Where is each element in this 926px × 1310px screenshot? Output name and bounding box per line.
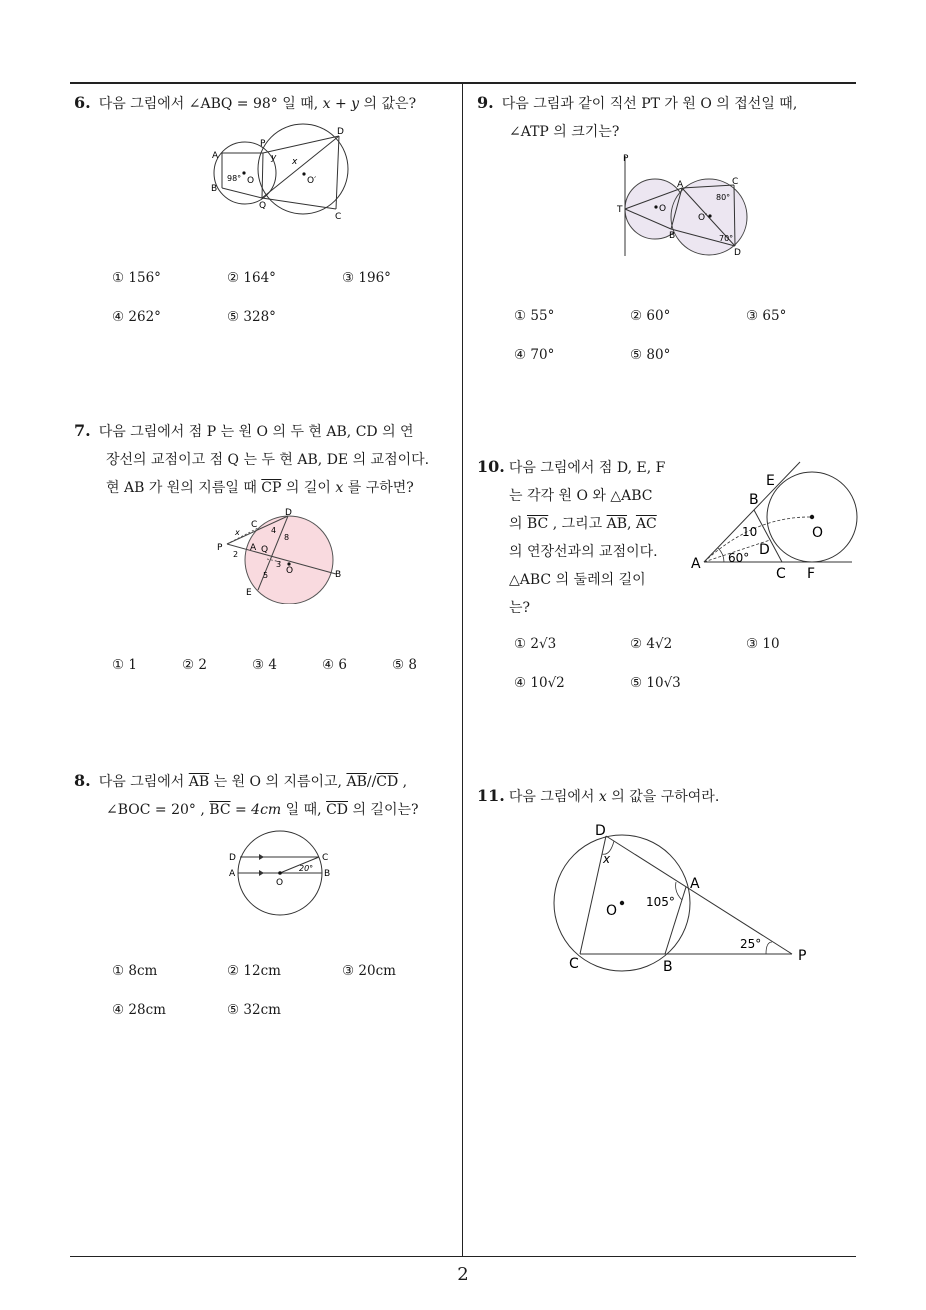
label-b: B xyxy=(663,959,673,975)
label-c: C xyxy=(335,212,342,222)
question-text-line-3: 의 xyxy=(509,516,527,532)
label-p: P xyxy=(217,543,223,553)
label-o: O xyxy=(286,566,294,576)
question-6 xyxy=(74,89,416,118)
q8-figure xyxy=(226,830,336,920)
option-1[interactable]: ① 55° xyxy=(514,308,555,324)
question-number: 11. xyxy=(477,786,505,805)
label-c: C xyxy=(732,177,739,187)
question-text-end: , xyxy=(398,774,408,790)
question-number: 10. xyxy=(477,457,505,476)
q11-figure xyxy=(548,818,818,978)
angle-p-arc xyxy=(766,942,772,954)
question-text-end: 를 구하면? xyxy=(343,480,414,496)
label-a: A xyxy=(229,869,236,879)
equals-sign: = xyxy=(230,802,252,818)
option-1[interactable]: ① 8cm xyxy=(112,963,158,979)
angle-arc xyxy=(718,548,724,562)
center-o xyxy=(810,515,814,519)
dashed-arc xyxy=(704,517,812,562)
label-d: D xyxy=(595,823,606,839)
question-7 xyxy=(74,417,429,502)
arc-length: 4cm xyxy=(251,802,282,818)
label-x: x xyxy=(603,852,611,866)
question-text: 다음 그림에서 xyxy=(508,789,599,805)
chord-pq xyxy=(262,153,263,198)
question-text-line-1: 다음 그림에서 점 D, E, F xyxy=(508,460,666,476)
segment-cp: $\overline{CP}$ xyxy=(261,480,282,496)
label-two: 2 xyxy=(233,550,239,559)
question-10 xyxy=(477,453,665,622)
question-9 xyxy=(477,89,797,146)
label-b: B xyxy=(324,869,331,879)
option-2[interactable]: ② 60° xyxy=(630,308,671,324)
option-2[interactable]: ② 12cm xyxy=(227,963,281,979)
option-4[interactable]: ④ 28cm xyxy=(112,1002,166,1018)
question-text-mid: 의 길이 xyxy=(281,480,336,496)
option-1[interactable]: ① 2√3 xyxy=(514,636,557,652)
label-o: O xyxy=(812,525,824,541)
center-o xyxy=(620,901,624,905)
segment-ab: $\overline{AB}$ xyxy=(606,516,628,532)
option-5[interactable]: ⑤ 32cm xyxy=(227,1002,281,1018)
question-text-line-2: ∠BOC = 20° , xyxy=(106,802,210,818)
q7-figure xyxy=(214,504,354,604)
label-p: P xyxy=(260,139,266,149)
label-angle: 98° xyxy=(227,174,242,183)
option-1[interactable]: ① 156° xyxy=(112,270,161,286)
label-d: D xyxy=(734,248,741,258)
label-o-prime: O′ xyxy=(307,176,317,186)
label-o: O xyxy=(247,176,255,186)
center-o-prime xyxy=(302,172,305,175)
q9-figure xyxy=(612,150,757,260)
label-three: 3 xyxy=(276,560,282,569)
parallel-sign: // xyxy=(366,774,377,790)
label-angle: 60° xyxy=(728,551,750,565)
label-c: C xyxy=(322,853,329,863)
label-y: y xyxy=(271,153,277,163)
label-a: A xyxy=(690,876,700,892)
line-ae xyxy=(704,462,800,562)
label-d: D xyxy=(337,127,344,137)
option-4[interactable]: ④ 10√2 xyxy=(514,675,565,691)
label-p: P xyxy=(623,154,629,164)
segment-ab-2: $\overline{AB}$ xyxy=(346,774,367,790)
label-a: A xyxy=(691,556,701,572)
label-b: B xyxy=(211,184,218,194)
option-2[interactable]: ② 2 xyxy=(182,657,207,673)
label-c: C xyxy=(251,520,258,530)
label-angle: 20° xyxy=(299,864,314,873)
question-number: 9. xyxy=(477,93,494,112)
question-text-mid: 일 때, xyxy=(281,802,327,818)
label-q: Q xyxy=(259,201,267,211)
question-text-end: 의 값을 구하여라. xyxy=(606,789,720,805)
option-3[interactable]: ③ 10 xyxy=(746,636,780,652)
option-2[interactable]: ② 4√2 xyxy=(630,636,673,652)
label-e: E xyxy=(766,473,775,489)
option-3[interactable]: ③ 4 xyxy=(252,657,277,673)
question-variable: x + y xyxy=(322,96,360,112)
option-5[interactable]: ⑤ 328° xyxy=(227,309,276,325)
label-o: O xyxy=(276,878,284,888)
comma: , xyxy=(627,516,636,532)
center-o xyxy=(242,171,245,174)
option-4[interactable]: ④ 70° xyxy=(514,347,555,363)
label-25: 25° xyxy=(740,937,762,951)
arc-cd: $\overline{CD}$ xyxy=(326,802,348,818)
label-five: 5 xyxy=(263,571,269,580)
segment-ab: $\overline{AB}$ xyxy=(188,774,210,790)
arc-bc: $\overline{BC}$ xyxy=(209,802,231,818)
label-a: A xyxy=(250,543,257,553)
label-e: E xyxy=(246,588,252,598)
label-b: B xyxy=(749,492,759,508)
label-ten: 10 xyxy=(742,525,758,539)
q6-figure xyxy=(200,122,360,222)
column-divider xyxy=(462,82,463,1257)
option-3[interactable]: ③ 65° xyxy=(746,308,787,324)
label-o: O xyxy=(606,903,618,919)
option-5[interactable]: ⑤ 80° xyxy=(630,347,671,363)
label-q: Q xyxy=(261,545,269,555)
segment-bc: $\overline{BC}$ xyxy=(526,516,549,532)
arrow-dc xyxy=(259,854,264,860)
label-o-prime: O′ xyxy=(698,213,708,223)
option-3[interactable]: ③ 196° xyxy=(342,270,391,286)
label-t: T xyxy=(617,205,623,215)
label-80: 80° xyxy=(716,193,731,202)
label-105: 105° xyxy=(646,895,675,909)
question-variable: x xyxy=(335,480,344,496)
question-11 xyxy=(477,782,719,811)
line-bqc xyxy=(222,188,336,209)
label-c: C xyxy=(776,566,786,582)
question-text-line-1: 다음 그림에서 점 P 는 원 O 의 두 현 AB, CD 의 연 xyxy=(98,424,414,440)
center-o xyxy=(654,205,657,208)
question-text-line-1: 다음 그림과 같이 직선 PT 가 원 O 의 접선일 때, xyxy=(501,96,798,112)
arrow-ab xyxy=(259,870,264,876)
segment-ac: $\overline{AC}$ xyxy=(635,516,657,532)
bottom-rule xyxy=(70,1256,856,1257)
label-d: D xyxy=(759,542,770,558)
label-a: A xyxy=(212,151,219,161)
page-number: 2 xyxy=(457,1264,469,1285)
question-number: 8. xyxy=(74,771,91,790)
option-5[interactable]: ⑤ 8 xyxy=(392,657,417,673)
question-text-line-6: 는? xyxy=(509,600,531,616)
label-x: x xyxy=(292,157,298,167)
angle-a-arc xyxy=(676,882,682,900)
center-o-prime xyxy=(708,214,711,217)
label-70: 70° xyxy=(719,234,734,243)
question-text: 다음 그림에서 xyxy=(98,774,189,790)
option-2[interactable]: ② 164° xyxy=(227,270,276,286)
center-o xyxy=(278,871,282,875)
label-x: x xyxy=(235,528,240,537)
chord-qd xyxy=(262,136,339,198)
question-text-end: 의 값은? xyxy=(359,96,417,112)
question-text-line-2: 는 각각 원 O 와 △ABC xyxy=(509,488,653,504)
question-text-line-4: 의 연장선과의 교점이다. xyxy=(509,544,658,560)
question-8 xyxy=(74,767,419,824)
label-b: B xyxy=(669,231,676,241)
option-4[interactable]: ④ 262° xyxy=(112,309,161,325)
label-p: P xyxy=(798,948,807,964)
question-text-line-5: △ABC 의 둘레의 길이 xyxy=(509,572,646,588)
label-f: F xyxy=(807,566,816,582)
question-number: 7. xyxy=(74,421,91,440)
option-1[interactable]: ① 1 xyxy=(112,657,137,673)
question-number: 6. xyxy=(74,93,91,112)
question-text-mid: 는 원 O 의 지름이고, xyxy=(209,774,347,790)
q10-figure xyxy=(688,458,863,583)
question-variable: x xyxy=(598,789,607,805)
label-four: 4 xyxy=(271,526,277,535)
label-c: C xyxy=(569,956,579,972)
option-5[interactable]: ⑤ 10√3 xyxy=(630,675,681,691)
label-d: D xyxy=(285,508,292,518)
question-text-end: 의 길이는? xyxy=(348,802,419,818)
question-text-line-3: 현 AB 가 원의 지름일 때 xyxy=(106,480,262,496)
question-text-mid: , 그리고 xyxy=(548,516,607,532)
label-o: O xyxy=(659,204,667,214)
question-text: 다음 그림에서 ∠ABQ = 98° 일 때, xyxy=(98,96,323,112)
question-text-line-2: 장선의 교점이고 점 Q 는 두 현 AB, DE 의 교점이다. xyxy=(106,452,430,468)
option-4[interactable]: ④ 6 xyxy=(322,657,347,673)
label-a: A xyxy=(677,180,684,190)
label-b: B xyxy=(335,570,342,580)
segment-cd: $\overline{CD}$ xyxy=(376,774,399,790)
question-text-line-2: ∠ATP 의 크기는? xyxy=(509,124,620,140)
option-3[interactable]: ③ 20cm xyxy=(342,963,396,979)
label-d: D xyxy=(229,853,236,863)
line-dp xyxy=(606,836,792,954)
label-eight: 8 xyxy=(284,533,290,542)
